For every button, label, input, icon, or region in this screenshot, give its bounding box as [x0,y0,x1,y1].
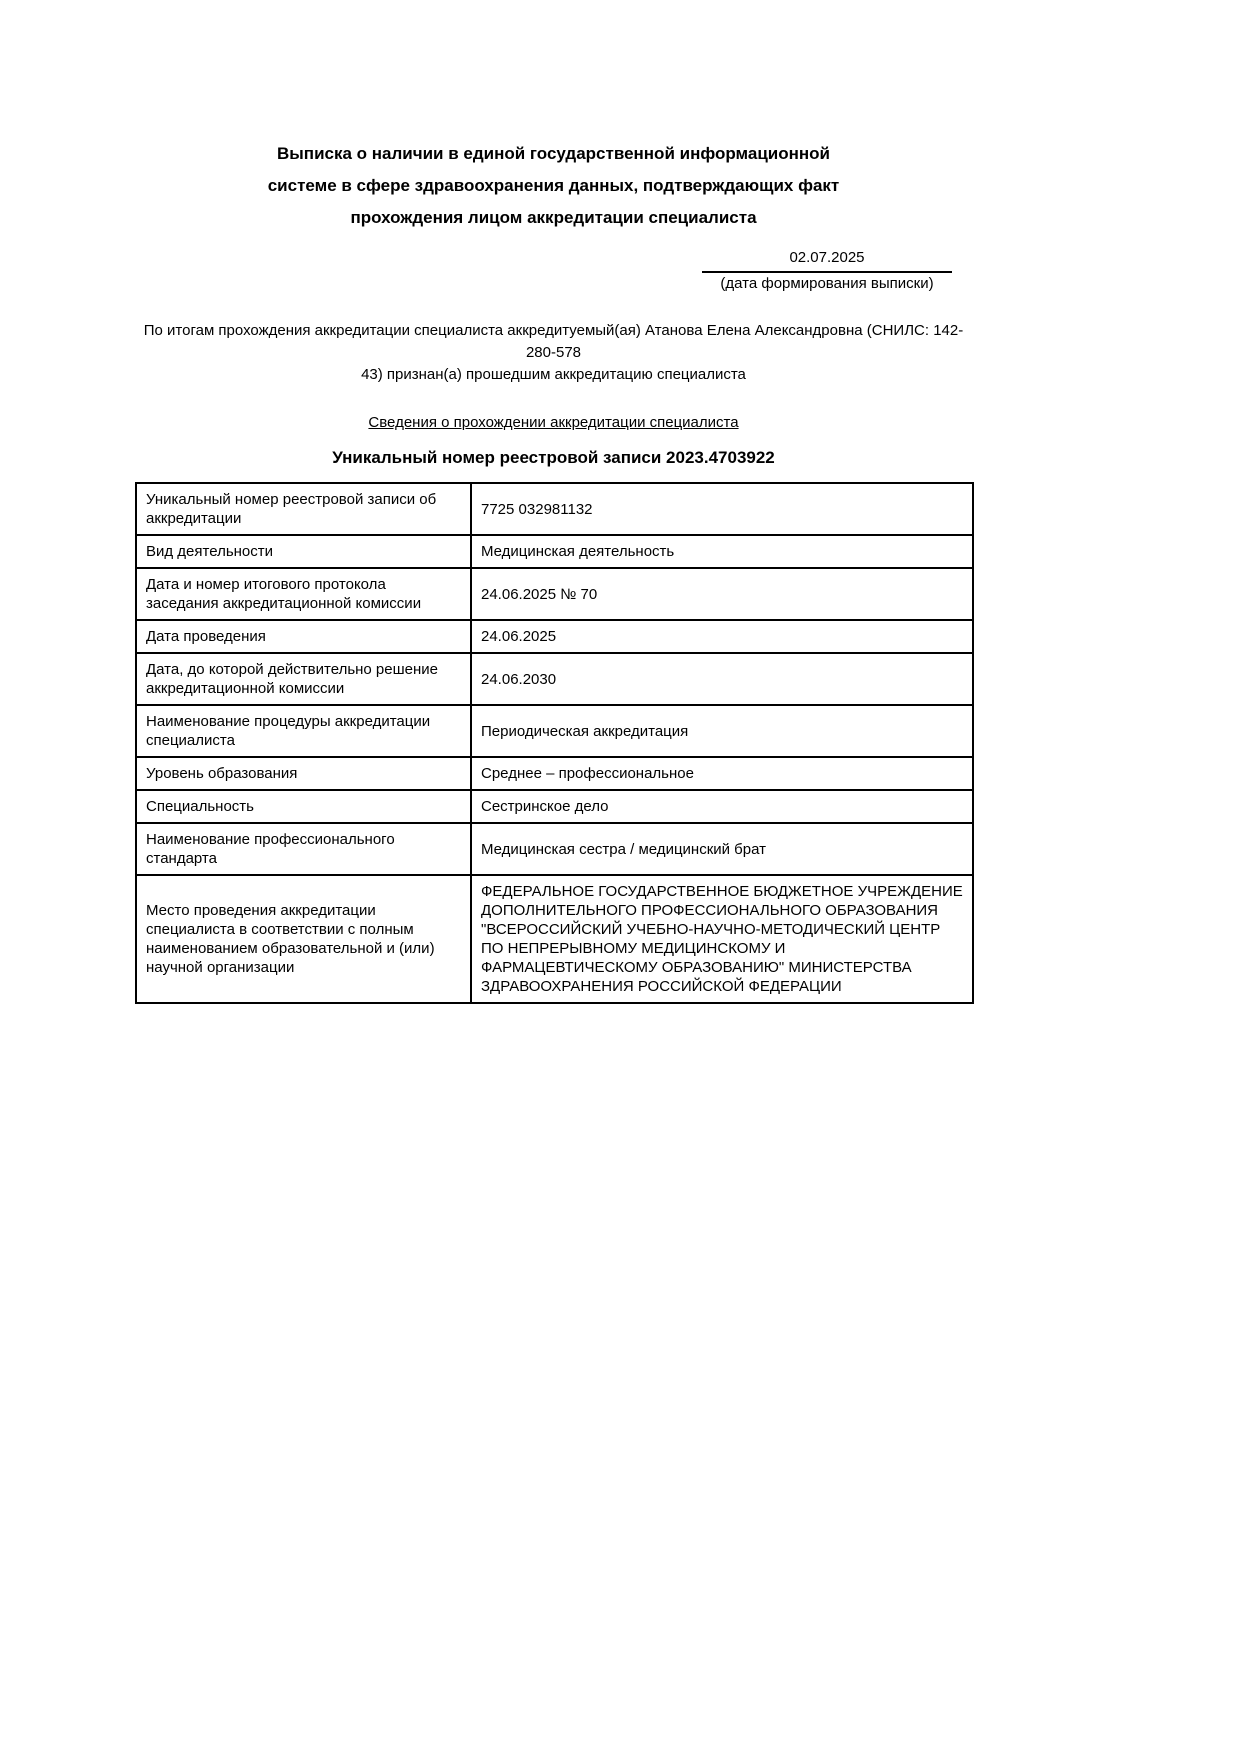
row-value: Периодическая аккредитация [471,705,973,757]
table-row [136,875,973,1003]
generation-date-caption: (дата формирования выписки) [720,275,934,292]
row-value: ФЕДЕРАЛЬНОЕ ГОСУДАРСТВЕННОЕ БЮДЖЕТНОЕ УЧРЕЖДЕНИЕ ДОПОЛНИТЕЛЬНОГО ПРОФЕССИОНАЛЬНОГО ОБРАЗОВАНИЯ "ВСЕРОССИЙСКИЙ УЧЕБНО-НАУЧНО-МЕТОДИЧЕСКИЙ ЦЕНТР ПО НЕПРЕРЫВНОМУ МЕДИЦИНСКОМУ И ФАРМАЦЕВТИЧЕСКОМУ ОБРАЗОВАНИЮ" МИНИСТЕРСТВА ЗДРАВООХРАНЕНИЯ РОССИЙСКОЙ ФЕДЕРАЦИИ [471,875,973,1003]
table-row [136,757,973,790]
summary-line-1: По итогам прохождения аккредитации специалиста аккредитуемый(ая) Атанова Елена Александровна (СНИЛС: 142-280-578 [143,322,964,361]
document-title-line-1: Выписка о наличии в единой государственной информационной [277,144,830,163]
row-label: Уровень образования [136,757,471,790]
row-value: Сестринское дело [471,790,973,823]
row-label: Специальность [136,790,471,823]
generation-date: 02.07.2025 [702,248,952,273]
row-label: Вид деятельности [136,535,471,568]
registry-number-heading: Уникальный номер реестровой записи 2023.4703922 [332,448,775,467]
row-label: Место проведения аккредитации специалиста в соответствии с полным наименованием образовательной и (или) научной организации [136,875,471,1003]
row-value: 24.06.2025 № 70 [471,568,973,620]
row-value: Медицинская деятельность [471,535,973,568]
section-heading: Сведения о прохождении аккредитации специалиста [368,414,739,431]
document-title-line-3: прохождения лицом аккредитации специалиста [350,208,757,227]
table-row [136,483,973,535]
row-label: Дата и номер итогового протокола заседания аккредитационной комиссии [136,568,471,620]
table-row [136,705,973,757]
generation-date-block [702,248,952,294]
row-value: 24.06.2025 [471,620,973,653]
accreditation-table [135,482,974,1004]
document-title-line-2: системе в сфере здравоохранения данных, подтверждающих факт [267,176,840,195]
row-label: Наименование профессионального стандарта [136,823,471,875]
row-value: 24.06.2030 [471,653,973,705]
row-label: Дата, до которой действительно решение аккредитационной комиссии [136,653,471,705]
row-value: Медицинская сестра / медицинский брат [471,823,973,875]
row-label: Уникальный номер реестровой записи об аккредитации [136,483,471,535]
row-value: 7725 032981132 [471,483,973,535]
summary-line-2: 43) признан(а) прошедшим аккредитацию специалиста [361,366,746,383]
table-row [136,823,973,875]
summary-paragraph [135,320,972,386]
row-label: Дата проведения [136,620,471,653]
document-content [135,0,972,1004]
table-row [136,653,973,705]
row-label: Наименование процедуры аккредитации специалиста [136,705,471,757]
document-title [135,0,972,234]
row-value: Среднее – профессиональное [471,757,973,790]
table-row [136,568,973,620]
table-row [136,790,973,823]
table-row [136,535,973,568]
table-row [136,620,973,653]
